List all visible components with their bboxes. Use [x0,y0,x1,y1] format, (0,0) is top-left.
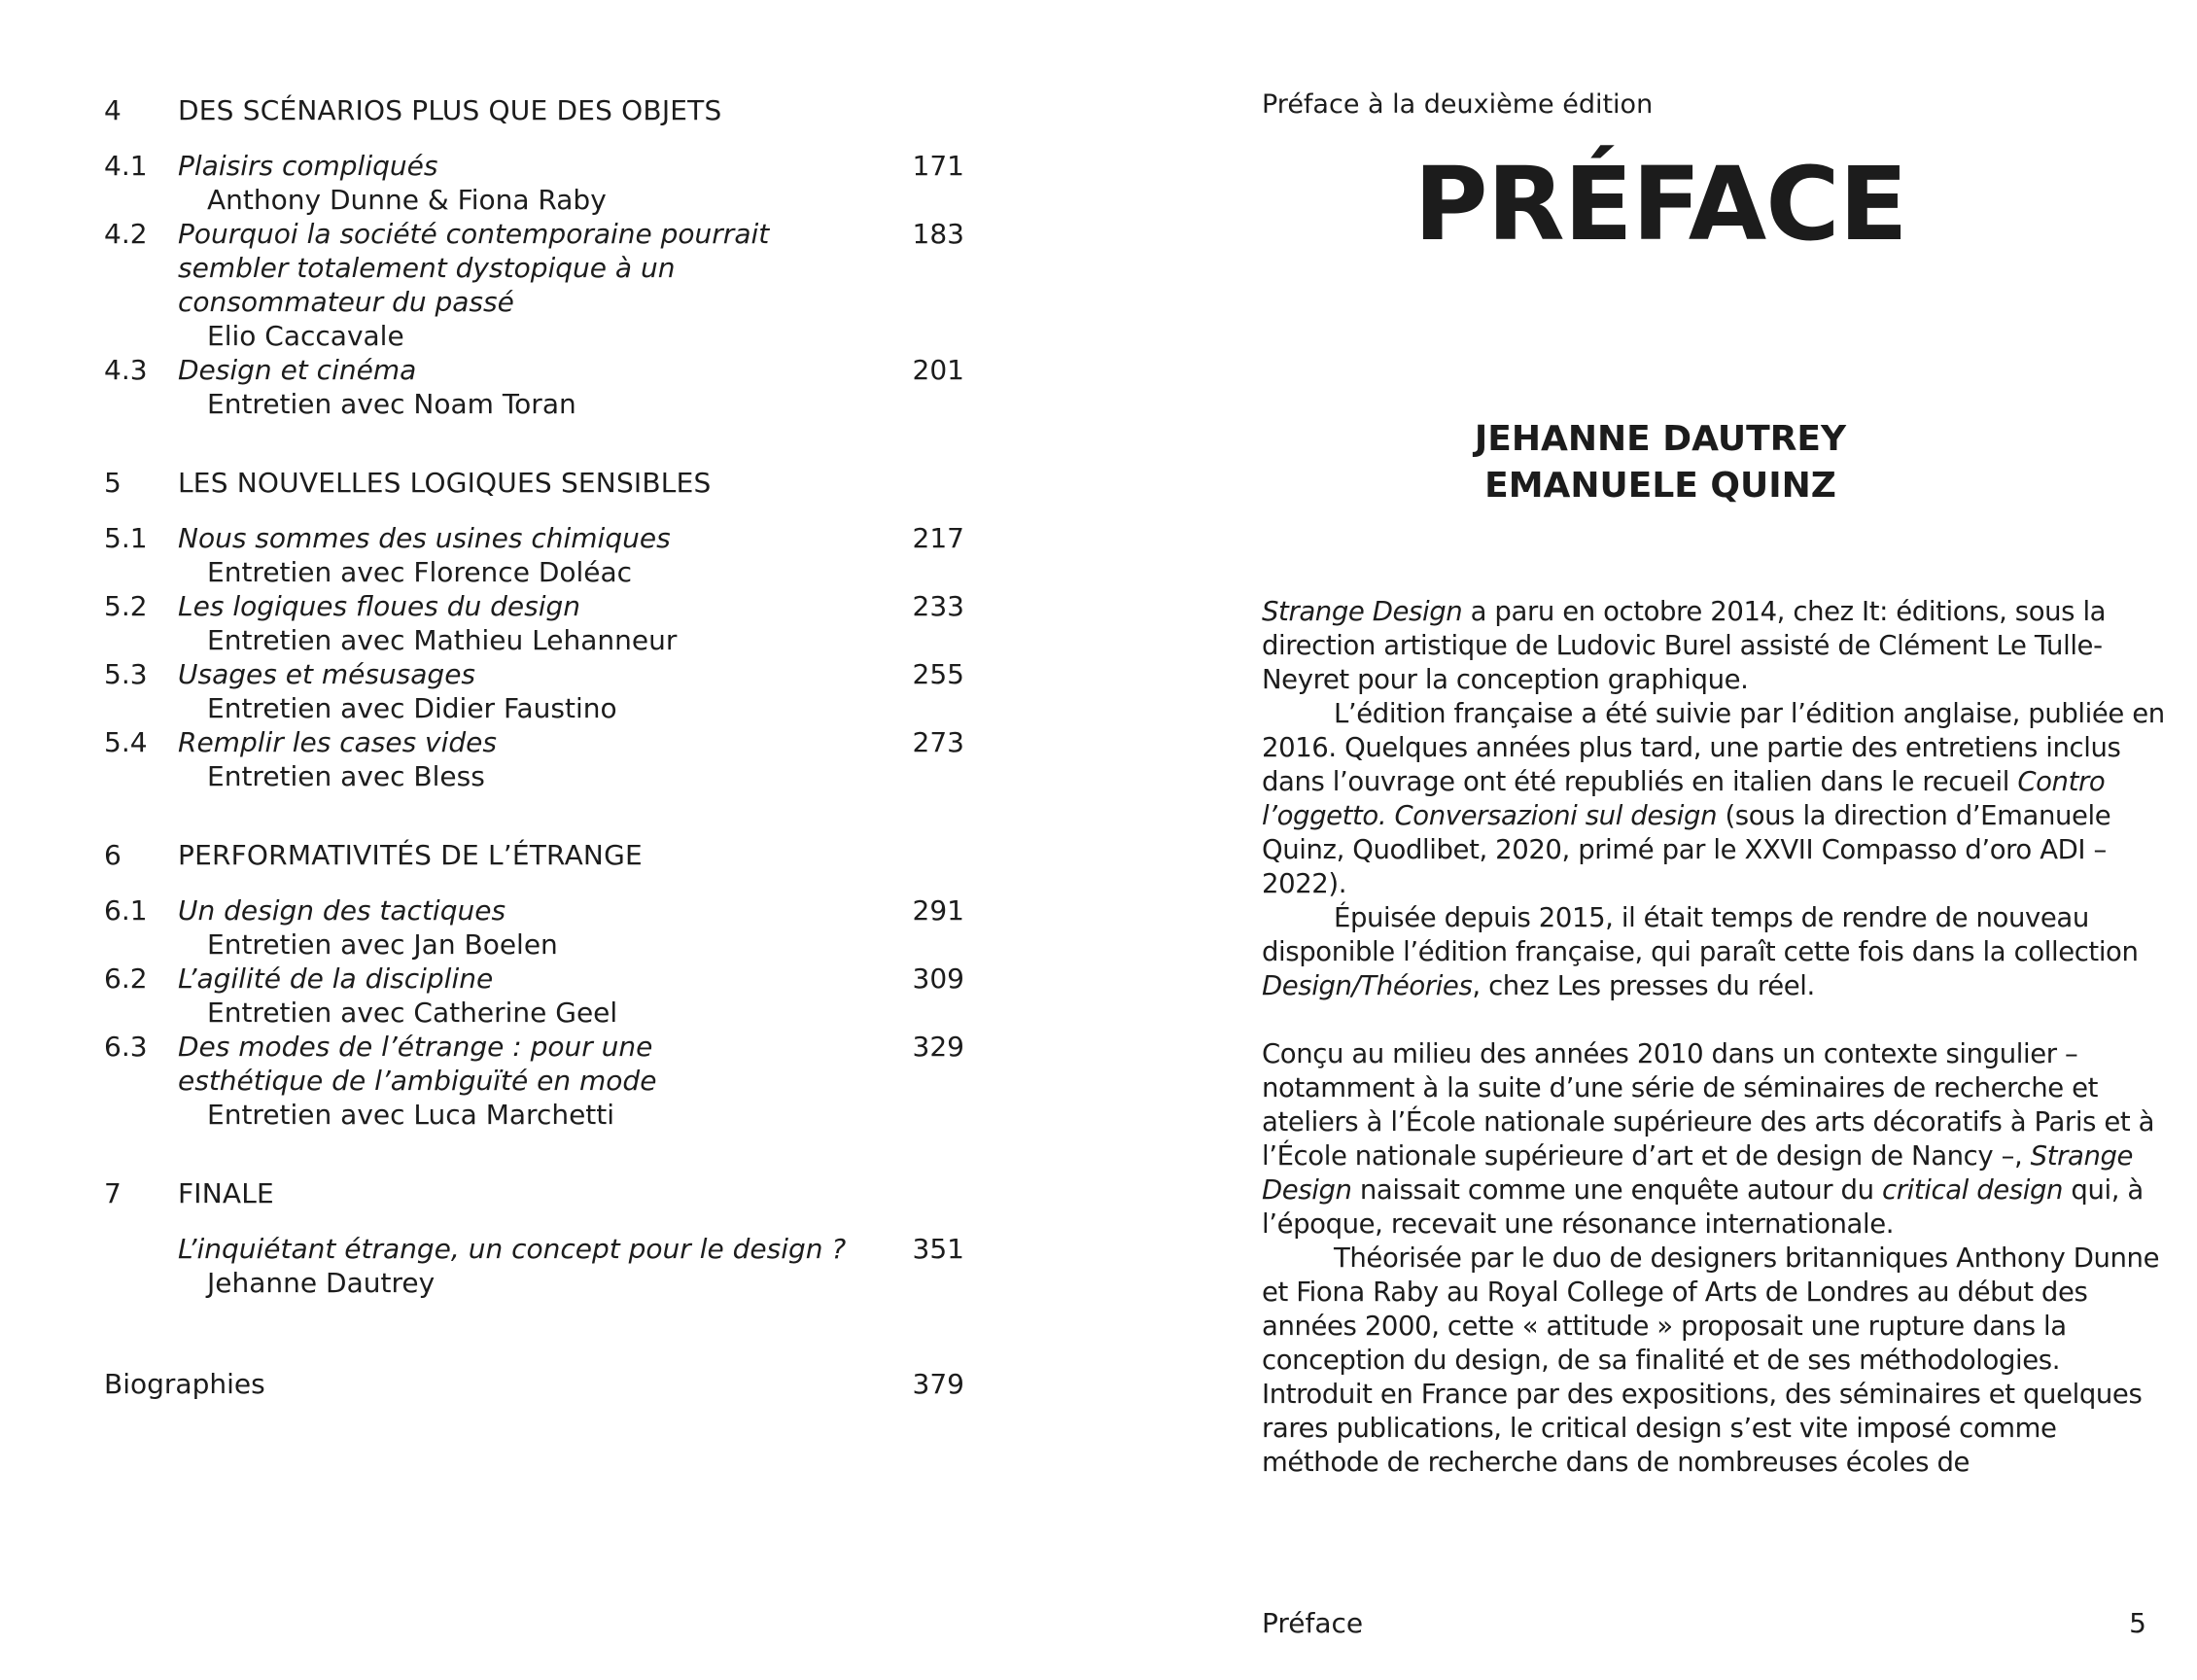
paragraph [1262,901,2166,1003]
entry-title: Pourquoi la société contemporaine pourrait sembler totalement dystopique à un consommateur du passé [178,218,770,318]
toc-section-7-heading [104,1176,964,1210]
entry-author: Entretien avec Catherine Geel [207,997,618,1029]
author-name: EMANUELE QUINZ [1484,466,1836,506]
entry-author: Entretien avec Bless [207,760,485,792]
entry-number: 6.3 [104,1031,148,1063]
entry-author: Entretien avec Didier Faustino [207,692,617,724]
paragraph-text: Conçu au milieu des années 2010 dans un contexte singulier – notamment à la suite d’une série de séminaires de recherche et ateliers à l’École nationale supérieure des arts décoratifs à Paris et à l’École nationale supérieure d’art et de design de Nancy –, [1262,1038,2155,1172]
paragraph-text: Théorisée par le duo de designers britanniques Anthony Dunne et Fiona Raby au Royal College of Arts de Londres au début des années 2000, cette « attitude » proposait une rupture dans la conception du design, de sa finalité et de ses méthodologies. Introduit en France par des expositions, des séminaires et quelques rares publications, le critical design s’est vite imposé comme méthode de recherche dans de nombreuses écoles de [1262,1242,2160,1478]
entry-title: Les logiques floues du design [178,590,580,622]
biographies-page-number: 379 [912,1368,964,1400]
entry-author: Entretien avec Mathieu Lehanneur [207,624,678,656]
entry-title: L’agilité de la discipline [178,962,494,995]
paragraph [1262,595,2166,697]
book-title-emphasis: Strange Design [1262,1140,2134,1206]
paragraph [1262,1242,2166,1480]
entry-title: Un design des tactiques [178,894,506,927]
section-title: FINALE [178,1177,274,1209]
toc-section-7-entries [104,1232,964,1300]
section-title: PERFORMATIVITÉS DE L’ÉTRANGE [178,839,643,871]
entry-number: 6.2 [104,962,148,995]
entry-author: Jehanne Dautrey [207,1267,436,1299]
toc-section-4-heading [104,93,964,127]
entry-title: Des modes de l’étrange : pour une esthétique de l’ambiguïté en mode [178,1031,657,1097]
entry-page-number: 273 [912,726,964,758]
paragraph-text: qui, à l’époque, recevait une résonance internationale. [1262,1174,2144,1240]
paragraph-text: (sous la direction d’Emanuele Quinz, Quodlibet, 2020, primé par le XXVII Compasso d’oro ADI – 2022). [1262,800,2111,899]
entry-page-number: 171 [912,150,964,182]
entry-page-number: 201 [912,354,964,386]
entry-number [104,1232,178,1300]
toc-section-6-heading [104,838,964,872]
toc-entry[interactable] [104,149,964,217]
toc-section-4-entries [104,149,964,421]
entry-page-number: 309 [912,962,964,995]
running-head: Préface à la deuxième édition [1262,89,1654,120]
right-page [1098,0,2197,1680]
toc-entry[interactable] [104,1232,964,1300]
entry-author: Entretien avec Jan Boelen [207,928,558,961]
section-number: 7 [104,1177,122,1209]
entry-title: Plaisirs compliqués [178,150,438,182]
entry-number: 6.1 [104,894,148,927]
biographies-label: Biographies [104,1368,265,1400]
entry-author: Elio Caccavale [207,320,404,352]
entry-author: Entretien avec Florence Doléac [207,556,633,588]
toc-entry[interactable] [104,725,964,793]
section-number: 5 [104,467,122,499]
paragraph-text: naissait comme une enquête autour du [1351,1174,1882,1206]
toc-entry[interactable] [104,657,964,725]
toc-entry[interactable] [104,1030,964,1132]
book-title-emphasis: Strange Design [1262,596,1463,627]
entry-author: Anthony Dunne & Fiona Raby [207,184,607,216]
toc-section-5-entries [104,521,964,793]
paragraph-text: L’édition française a été suivie par l’édition anglaise, publiée en 2016. Quelques années plus tard, une partie des entretiens inclus dans l’ouvrage ont été republiés en italien dans le recueil [1262,698,2165,797]
entry-page-number: 217 [912,522,964,554]
paragraph-text: , chez Les presses du réel. [1472,970,1815,1001]
toc-entry[interactable] [104,962,964,1030]
footer-page-number: 5 [2129,1607,2146,1639]
left-page [0,0,1098,1680]
entry-title: Nous sommes des usines chimiques [178,522,671,554]
entry-page-number: 233 [912,590,964,622]
collection-title-emphasis: Design/Théories [1262,970,1473,1001]
entry-page-number: 183 [912,218,964,250]
preface-authors [1111,416,2197,509]
entry-title: L’inquiétant étrange, un concept pour le design ? [178,1233,847,1265]
book-title-emphasis: Contro l’oggetto. Conversazioni sul design [1262,766,2106,831]
section-title: LES NOUVELLES LOGIQUES SENSIBLES [178,467,712,499]
toc-entry[interactable] [104,521,964,589]
toc-entry[interactable] [104,589,964,657]
entry-title: Usages et mésusages [178,658,476,690]
section-number: 6 [104,839,122,871]
toc-section-6-entries [104,893,964,1132]
entry-number: 5.3 [104,658,148,690]
page-title: PRÉFACE [1413,145,1907,263]
entry-number: 5.4 [104,726,148,758]
footer-section-label: Préface [1262,1607,1364,1639]
entry-number: 4.1 [104,150,148,182]
entry-author: Entretien avec Noam Toran [207,388,576,420]
entry-title: Remplir les cases vides [178,726,497,758]
toc-entry[interactable] [104,353,964,421]
section-number: 4 [104,94,122,126]
entry-author: Entretien avec Luca Marchetti [207,1099,615,1131]
toc-entry[interactable] [104,893,964,962]
entry-number: 5.2 [104,590,148,622]
toc-biographies[interactable] [104,1367,964,1401]
entry-page-number: 291 [912,894,964,927]
paragraph-text: Épuisée depuis 2015, il était temps de rendre de nouveau disponible l’édition française, qui paraît cette fois dans la collection [1262,902,2139,967]
entry-page-number: 329 [912,1031,964,1063]
term-emphasis: critical design [1881,1174,2064,1206]
toc-section-5-heading [104,466,964,500]
author-name: JEHANNE DAUTREY [1474,419,1847,459]
entry-number: 4.2 [104,218,148,250]
entry-number: 4.3 [104,354,148,386]
section-title: DES SCÉNARIOS PLUS QUE DES OBJETS [178,94,722,126]
entry-title: Design et cinéma [178,354,417,386]
entry-number: 5.1 [104,522,148,554]
preface-body [1262,595,2166,1480]
paragraph-text: a paru en octobre 2014, chez It: éditions, sous la direction artistique de Ludovic Burel assisté de Clément Le Tulle-Neyret pour la conception graphique. [1262,596,2107,695]
paragraph [1262,697,2166,901]
paragraph [1262,1037,2166,1242]
entry-page-number: 255 [912,658,964,690]
toc-entry[interactable] [104,217,964,353]
entry-page-number: 351 [912,1233,964,1265]
table-of-contents [104,93,964,1401]
